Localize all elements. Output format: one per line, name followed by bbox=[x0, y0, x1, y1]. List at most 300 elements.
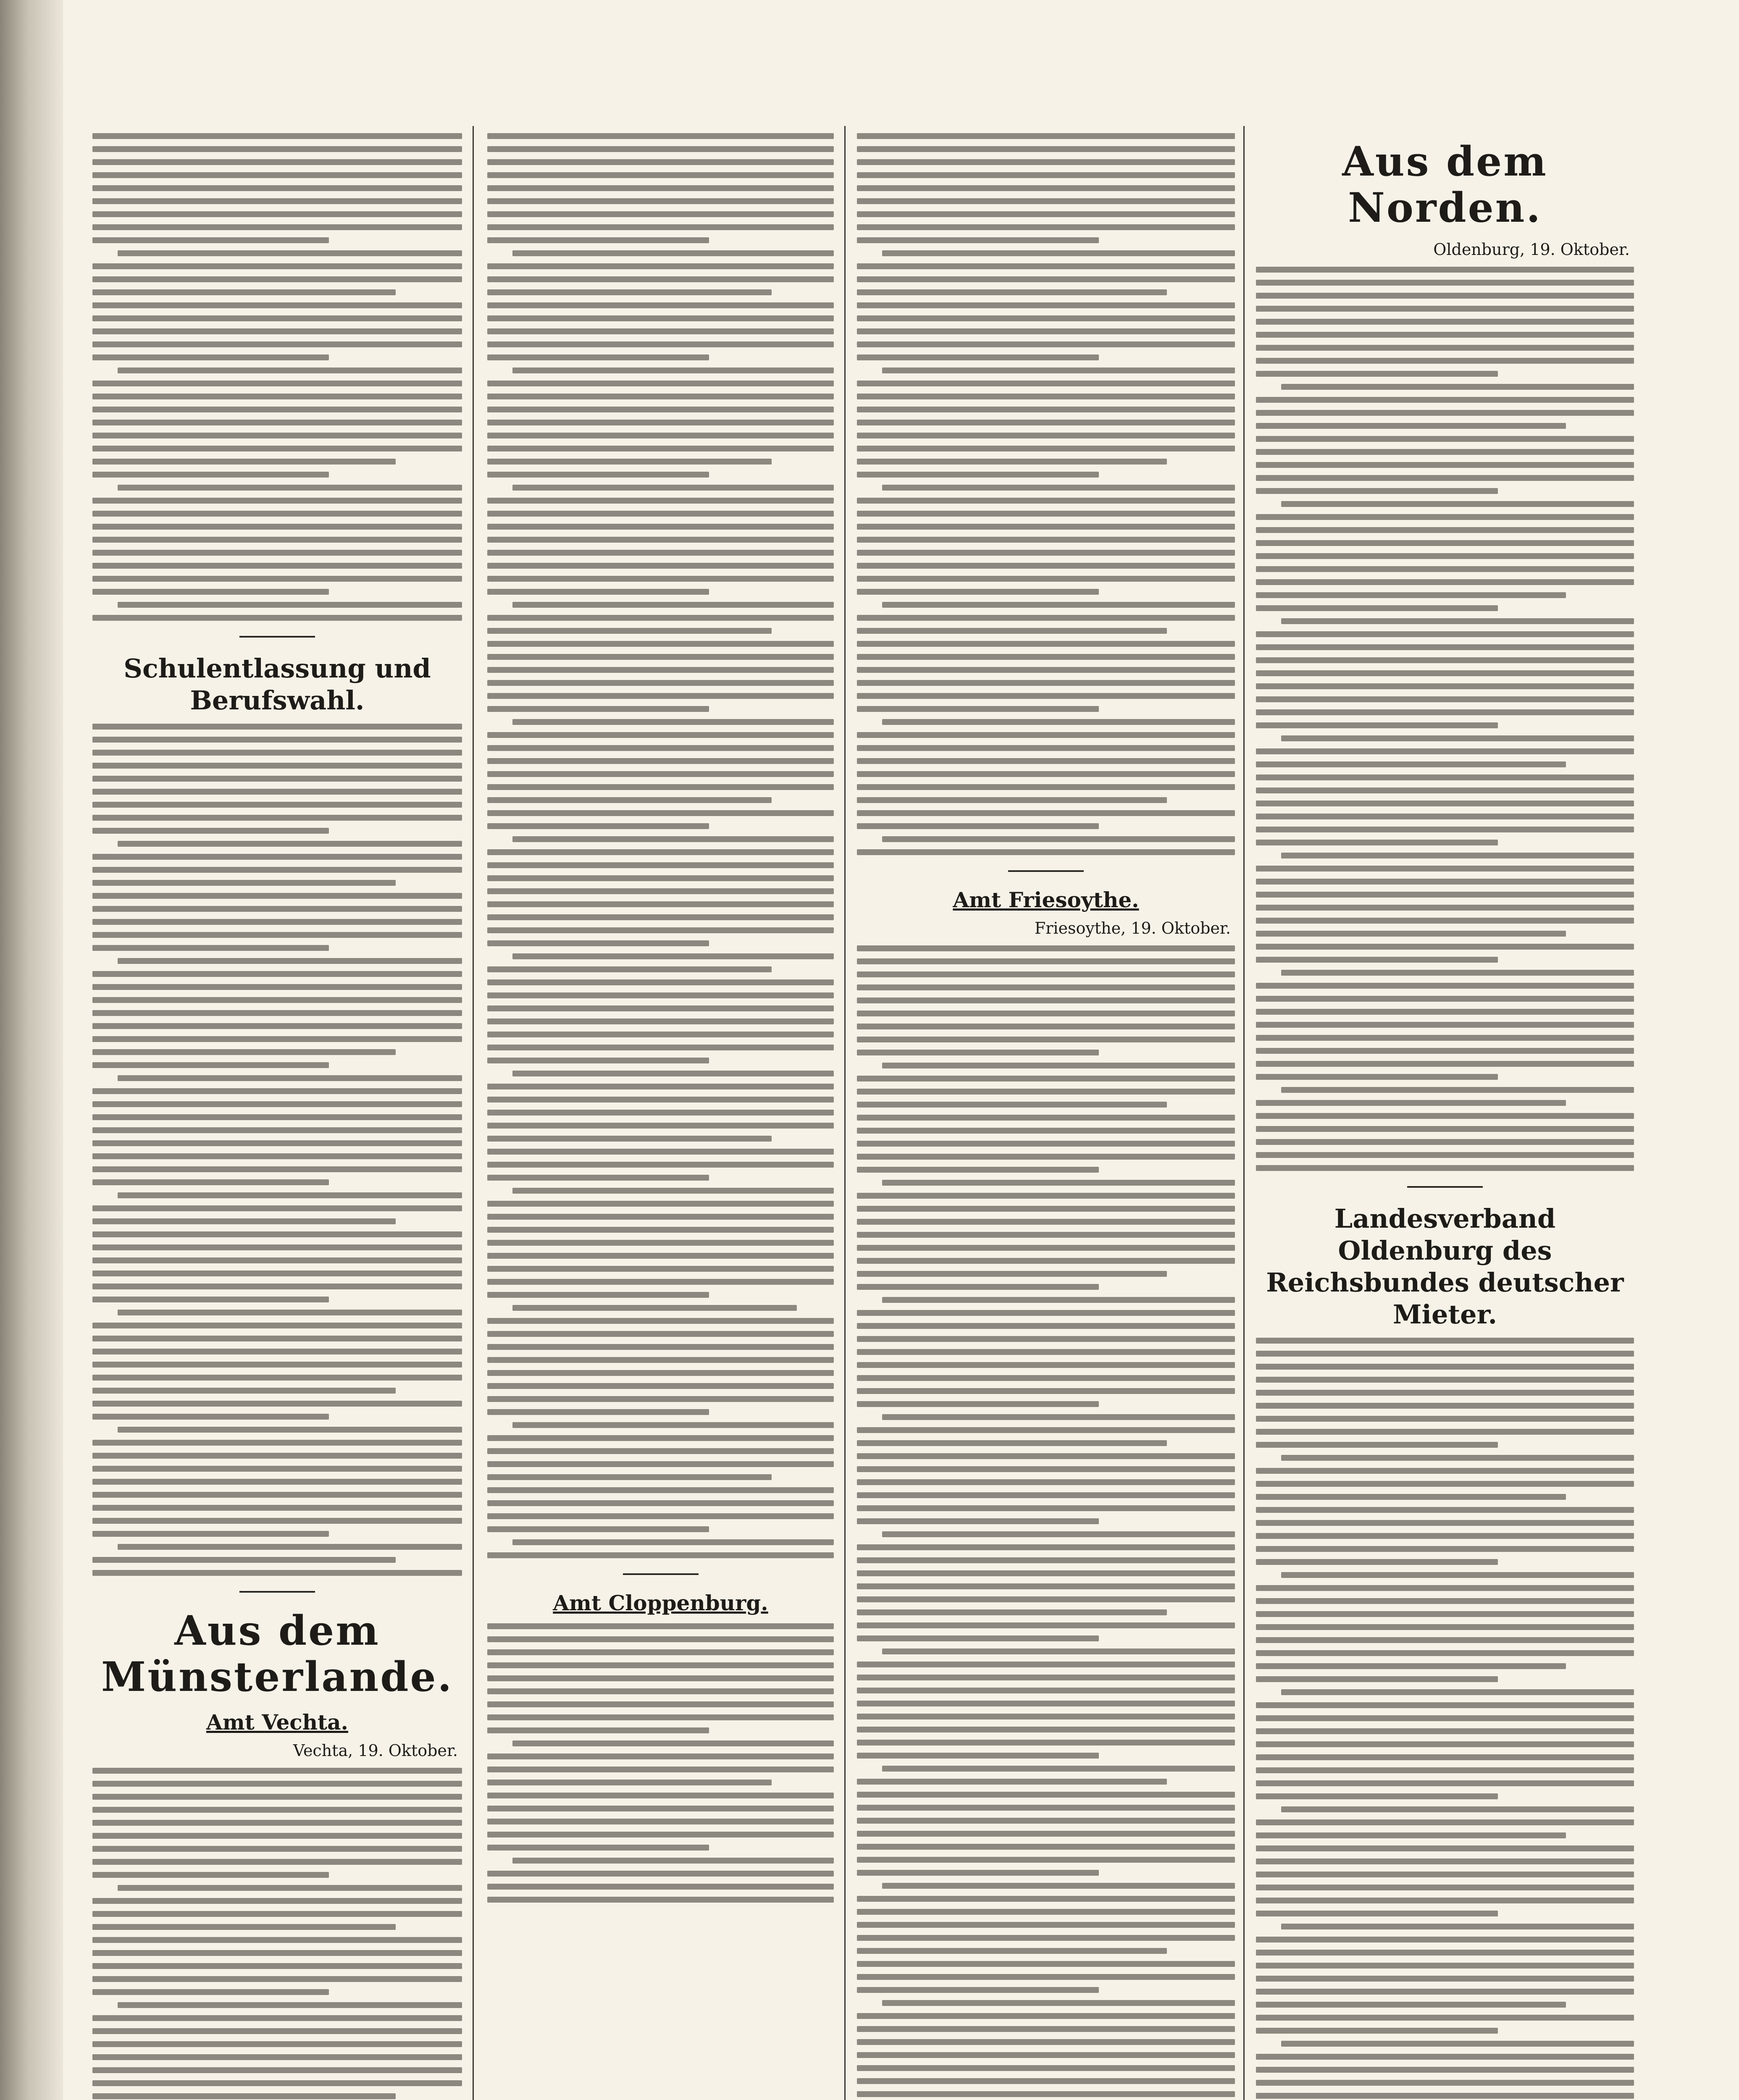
text-line bbox=[1256, 957, 1498, 963]
text-line bbox=[92, 1768, 462, 1774]
text-line bbox=[487, 302, 834, 308]
text-line bbox=[1256, 996, 1634, 1002]
text-line bbox=[512, 602, 834, 608]
text-line bbox=[882, 1766, 1235, 1772]
text-line bbox=[487, 224, 834, 230]
text-line bbox=[487, 146, 834, 152]
text-line bbox=[857, 185, 1235, 191]
text-line bbox=[118, 1427, 462, 1433]
text-line bbox=[882, 1883, 1235, 1889]
headline-schulentlassung: Schulentlassung und Berufswahl. bbox=[123, 653, 431, 716]
text-line bbox=[857, 628, 1167, 634]
text-line bbox=[857, 1219, 1235, 1225]
text-line bbox=[857, 1349, 1235, 1355]
text-line bbox=[1256, 1546, 1634, 1552]
text-line bbox=[1256, 553, 1634, 559]
text-line bbox=[1256, 801, 1634, 806]
text-line bbox=[857, 641, 1235, 647]
text-line bbox=[857, 1232, 1235, 1238]
text-line bbox=[857, 328, 1235, 334]
text-line bbox=[92, 511, 462, 517]
text-line bbox=[1256, 840, 1498, 845]
column-rule-1 bbox=[473, 126, 474, 2100]
text-line bbox=[857, 263, 1235, 269]
text-line bbox=[857, 1870, 1099, 1876]
text-line bbox=[487, 758, 834, 764]
text-line bbox=[487, 354, 709, 360]
text-line bbox=[1256, 514, 1634, 520]
text-line bbox=[857, 459, 1167, 465]
text-line bbox=[1256, 1585, 1634, 1591]
text-line bbox=[857, 1427, 1235, 1433]
text-line bbox=[487, 1526, 709, 1532]
text-line bbox=[92, 237, 329, 243]
text-line bbox=[857, 1609, 1167, 1615]
text-line bbox=[857, 1857, 1235, 1863]
text-line bbox=[92, 589, 329, 595]
text-line bbox=[1256, 2080, 1634, 2086]
text-line bbox=[487, 1253, 834, 1259]
dateline-oldenburg: Oldenburg, 19. Oktober. bbox=[1433, 240, 1630, 259]
text-line bbox=[857, 381, 1235, 386]
text-line bbox=[512, 1071, 834, 1076]
text-line bbox=[487, 133, 834, 139]
text-line bbox=[512, 1740, 834, 1746]
text-line bbox=[1256, 1351, 1634, 1357]
text-block-friesoythe bbox=[857, 945, 1235, 2100]
text-line bbox=[1256, 1377, 1634, 1383]
text-line bbox=[1256, 892, 1634, 898]
text-line bbox=[92, 1114, 462, 1120]
text-line bbox=[1256, 1989, 1634, 1995]
text-line bbox=[857, 237, 1099, 243]
text-line bbox=[487, 172, 834, 178]
text-line bbox=[487, 1214, 834, 1220]
text-line bbox=[92, 1218, 396, 1224]
text-line bbox=[92, 750, 462, 756]
text-line bbox=[487, 420, 834, 425]
text-line bbox=[857, 1167, 1099, 1173]
text-line bbox=[857, 1362, 1235, 1368]
text-line bbox=[1256, 1650, 1634, 1656]
text-line bbox=[92, 1414, 329, 1420]
text-line bbox=[1256, 879, 1634, 885]
text-line bbox=[512, 1539, 834, 1545]
text-line bbox=[92, 763, 462, 769]
text-line bbox=[487, 328, 834, 334]
text-line bbox=[857, 745, 1235, 751]
text-line bbox=[1256, 1937, 1634, 1942]
dateline-vechta: Vechta, 19. Oktober. bbox=[293, 1741, 458, 1760]
text-line bbox=[92, 1570, 462, 1576]
text-line bbox=[1256, 475, 1634, 481]
text-line bbox=[92, 159, 462, 165]
text-line bbox=[1256, 1728, 1634, 1734]
text-line bbox=[1256, 527, 1634, 533]
text-line bbox=[1281, 1455, 1634, 1461]
text-line bbox=[1256, 1898, 1634, 1903]
text-line bbox=[92, 1205, 462, 1211]
text-line bbox=[1281, 1572, 1634, 1578]
text-line bbox=[1256, 918, 1634, 924]
text-line bbox=[857, 706, 1099, 712]
text-line bbox=[92, 146, 462, 152]
text-line bbox=[1256, 1754, 1634, 1760]
text-line bbox=[92, 1898, 462, 1904]
text-line bbox=[857, 511, 1235, 517]
text-line bbox=[882, 368, 1235, 373]
text-line bbox=[1256, 761, 1566, 767]
text-line bbox=[487, 1806, 834, 1811]
text-line bbox=[1256, 814, 1634, 819]
text-line bbox=[487, 472, 709, 478]
text-line bbox=[1256, 1767, 1634, 1773]
text-line bbox=[857, 1831, 1235, 1837]
text-line bbox=[92, 302, 462, 308]
text-line bbox=[92, 1950, 462, 1956]
text-line bbox=[1256, 449, 1634, 455]
text-line bbox=[857, 2026, 1235, 2032]
text-line bbox=[487, 1149, 834, 1155]
text-line bbox=[882, 836, 1235, 842]
text-line bbox=[1256, 1100, 1566, 1106]
text-line bbox=[487, 680, 834, 686]
text-line bbox=[487, 1110, 834, 1116]
text-line bbox=[857, 1583, 1235, 1589]
text-line bbox=[857, 1141, 1235, 1147]
text-line bbox=[1256, 293, 1634, 299]
text-line bbox=[512, 1188, 834, 1194]
text-line bbox=[857, 1844, 1235, 1850]
text-line bbox=[857, 1336, 1235, 1342]
text-line bbox=[487, 1032, 834, 1037]
text-line bbox=[487, 276, 834, 282]
text-line bbox=[857, 276, 1235, 282]
text-line bbox=[487, 1819, 834, 1824]
text-line bbox=[857, 1779, 1167, 1785]
text-line bbox=[1256, 2054, 1634, 2060]
text-line bbox=[857, 732, 1235, 738]
text-line bbox=[92, 880, 396, 886]
text-line bbox=[92, 537, 462, 543]
text-line bbox=[92, 2080, 462, 2086]
text-line bbox=[487, 1201, 834, 1207]
text-line bbox=[512, 719, 834, 725]
text-line bbox=[92, 2028, 462, 2034]
text-line bbox=[92, 867, 462, 873]
text-line bbox=[92, 1388, 396, 1394]
text-line bbox=[1256, 1113, 1634, 1119]
text-line bbox=[857, 1388, 1235, 1394]
text-line bbox=[92, 1518, 462, 1524]
text-line bbox=[487, 289, 772, 295]
text-line bbox=[92, 737, 462, 743]
text-block-schulentlassung bbox=[92, 724, 462, 1576]
text-line bbox=[92, 1466, 462, 1472]
text-line bbox=[857, 1635, 1099, 1641]
text-line bbox=[487, 1448, 834, 1454]
text-line bbox=[487, 576, 834, 582]
text-line bbox=[1256, 670, 1634, 676]
text-line bbox=[1256, 657, 1634, 663]
text-line bbox=[857, 1753, 1099, 1759]
text-line bbox=[1256, 696, 1634, 702]
text-line bbox=[512, 485, 834, 491]
text-line bbox=[857, 172, 1235, 178]
text-line bbox=[1256, 488, 1498, 494]
text-line bbox=[92, 1911, 462, 1917]
text-line bbox=[857, 1987, 1099, 1993]
text-line bbox=[92, 828, 329, 834]
text-line bbox=[512, 1305, 797, 1311]
text-line bbox=[92, 971, 462, 977]
text-line bbox=[1256, 644, 1634, 650]
text-line bbox=[857, 1740, 1235, 1746]
text-line bbox=[857, 1479, 1235, 1485]
text-line bbox=[1256, 1780, 1634, 1786]
text-line bbox=[487, 1754, 834, 1759]
text-line bbox=[92, 1010, 462, 1016]
text-line bbox=[857, 315, 1235, 321]
text-line bbox=[487, 875, 834, 881]
text-line bbox=[92, 776, 462, 782]
text-line bbox=[487, 914, 834, 920]
text-line bbox=[118, 1192, 462, 1198]
text-line bbox=[92, 1257, 462, 1263]
text-line bbox=[92, 2015, 462, 2021]
text-line bbox=[512, 250, 834, 256]
text-line bbox=[1256, 1976, 1634, 1982]
text-line bbox=[487, 1396, 834, 1402]
text-line bbox=[487, 1884, 834, 1890]
text-line bbox=[487, 1727, 709, 1733]
text-line bbox=[857, 433, 1235, 438]
text-block-vechta bbox=[92, 1768, 462, 2100]
text-line bbox=[857, 758, 1235, 764]
text-line bbox=[857, 1909, 1235, 1915]
text-line bbox=[92, 172, 462, 178]
text-line bbox=[857, 771, 1235, 777]
text-line bbox=[487, 1058, 709, 1063]
text-line bbox=[92, 354, 329, 360]
text-line bbox=[487, 797, 772, 803]
text-line bbox=[487, 1045, 834, 1050]
text-line bbox=[92, 615, 462, 621]
text-line bbox=[487, 1461, 834, 1467]
text-line bbox=[118, 1885, 462, 1891]
text-line bbox=[882, 485, 1235, 491]
text-line bbox=[92, 854, 462, 860]
dateline-friesoythe: Friesoythe, 19. Oktober. bbox=[1034, 919, 1231, 937]
text-line bbox=[857, 1596, 1235, 1602]
text-line bbox=[92, 1833, 462, 1839]
text-line bbox=[1256, 1637, 1634, 1643]
text-line bbox=[857, 2078, 1235, 2084]
text-line bbox=[92, 1492, 462, 1498]
text-line bbox=[1256, 280, 1634, 286]
text-line bbox=[882, 1648, 1235, 1654]
text-line bbox=[487, 1636, 834, 1642]
text-line bbox=[857, 1557, 1235, 1563]
text-line bbox=[487, 1123, 834, 1129]
text-line bbox=[118, 602, 462, 608]
text-line bbox=[857, 302, 1235, 308]
text-line bbox=[92, 1101, 462, 1107]
text-line bbox=[857, 971, 1235, 977]
text-block-norden bbox=[1256, 267, 1634, 1171]
book-spine-shadow bbox=[0, 0, 63, 2100]
text-line bbox=[92, 1963, 462, 1969]
text-line bbox=[1256, 1442, 1498, 1448]
text-line bbox=[487, 1292, 709, 1298]
text-line bbox=[487, 1227, 834, 1233]
text-line bbox=[92, 1781, 462, 1787]
text-line bbox=[857, 1011, 1235, 1016]
text-line bbox=[92, 498, 462, 504]
text-line bbox=[487, 394, 834, 399]
text-line bbox=[1256, 267, 1634, 273]
text-line bbox=[92, 2093, 396, 2099]
text-line bbox=[857, 1935, 1235, 1941]
text-line bbox=[882, 1414, 1235, 1420]
text-line bbox=[857, 589, 1099, 595]
text-line bbox=[1256, 983, 1634, 989]
text-line bbox=[857, 1310, 1235, 1316]
text-line bbox=[1256, 748, 1634, 754]
text-line bbox=[487, 1675, 834, 1681]
text-line bbox=[1256, 1481, 1634, 1487]
text-line bbox=[487, 628, 772, 634]
text-line bbox=[487, 1688, 834, 1694]
text-line bbox=[1256, 1858, 1634, 1864]
text-line bbox=[1256, 1624, 1634, 1630]
text-line bbox=[857, 1818, 1235, 1824]
text-line bbox=[92, 185, 462, 191]
text-line bbox=[1256, 2028, 1498, 2034]
column-4 bbox=[1256, 126, 1634, 2100]
text-line bbox=[487, 1701, 834, 1707]
text-line bbox=[857, 1948, 1167, 1954]
text-line bbox=[1256, 579, 1634, 585]
text-line bbox=[857, 1102, 1167, 1108]
text-line bbox=[857, 563, 1235, 569]
text-line bbox=[857, 984, 1235, 990]
text-line bbox=[92, 1231, 462, 1237]
text-line bbox=[92, 906, 462, 912]
text-line bbox=[857, 2065, 1235, 2071]
text-line bbox=[487, 966, 772, 972]
text-line bbox=[487, 1793, 834, 1798]
text-block-loeningen bbox=[857, 133, 1235, 855]
text-line bbox=[1256, 1741, 1634, 1747]
text-line bbox=[487, 537, 834, 543]
text-line bbox=[1256, 540, 1634, 546]
text-line bbox=[92, 1127, 462, 1133]
text-line bbox=[512, 836, 834, 842]
text-line bbox=[857, 1518, 1099, 1524]
separator bbox=[1407, 1186, 1483, 1188]
text-line bbox=[882, 2000, 1235, 2006]
text-line bbox=[92, 407, 462, 412]
text-line bbox=[487, 888, 834, 894]
text-line bbox=[92, 446, 462, 452]
text-line bbox=[857, 693, 1235, 699]
column-1 bbox=[92, 126, 462, 2100]
text-line bbox=[1256, 1403, 1634, 1409]
text-line bbox=[92, 341, 462, 347]
text-line bbox=[1256, 605, 1498, 611]
text-line bbox=[487, 407, 834, 412]
text-line bbox=[857, 1076, 1235, 1082]
text-line bbox=[487, 1344, 834, 1350]
text-line bbox=[487, 524, 834, 530]
text-line bbox=[487, 1649, 834, 1655]
text-line bbox=[1256, 1022, 1634, 1028]
text-line bbox=[857, 524, 1235, 530]
text-line bbox=[1256, 709, 1634, 715]
text-line bbox=[92, 1440, 462, 1446]
text-line bbox=[487, 615, 834, 621]
text-line bbox=[857, 1024, 1235, 1029]
text-line bbox=[857, 576, 1235, 582]
text-line bbox=[92, 919, 462, 925]
text-line bbox=[92, 1557, 396, 1563]
text-line bbox=[92, 198, 462, 204]
text-line bbox=[882, 1063, 1235, 1068]
text-line bbox=[1256, 1611, 1634, 1617]
column-rule-2 bbox=[844, 126, 846, 2100]
text-line bbox=[92, 1846, 462, 1852]
text-line bbox=[1256, 345, 1634, 351]
text-line bbox=[1281, 618, 1634, 624]
text-line bbox=[1256, 1663, 1566, 1669]
text-line bbox=[1256, 1126, 1634, 1132]
separator bbox=[1008, 870, 1084, 872]
text-line bbox=[487, 862, 834, 868]
text-line bbox=[487, 1623, 834, 1629]
text-line bbox=[1256, 1533, 1634, 1539]
text-line bbox=[1256, 2002, 1566, 2008]
text-line bbox=[857, 667, 1235, 673]
text-line bbox=[857, 1271, 1167, 1277]
text-line bbox=[92, 1284, 462, 1289]
column-rule-3 bbox=[1243, 126, 1245, 2100]
text-line bbox=[857, 289, 1167, 295]
text-line bbox=[1256, 1429, 1634, 1435]
text-line bbox=[487, 341, 834, 347]
text-line bbox=[1256, 1364, 1634, 1370]
text-line bbox=[1256, 905, 1634, 911]
text-line bbox=[1256, 423, 1566, 429]
text-line bbox=[1256, 722, 1498, 728]
text-line bbox=[857, 1050, 1099, 1055]
text-block-loeningen-kirmes bbox=[487, 1623, 834, 1903]
text-line bbox=[857, 810, 1235, 816]
text-line bbox=[92, 1336, 462, 1341]
text-line bbox=[92, 1062, 329, 1068]
text-line bbox=[1256, 1911, 1498, 1916]
text-line bbox=[857, 2013, 1235, 2019]
text-line bbox=[92, 224, 462, 230]
headline-mieter: Landesverband Oldenburg des Reichsbundes deutscher Mieter. bbox=[1266, 1203, 1624, 1330]
text-line bbox=[512, 1858, 834, 1864]
separator bbox=[239, 636, 315, 638]
text-line bbox=[857, 784, 1235, 790]
text-line bbox=[857, 1805, 1235, 1811]
text-line bbox=[1256, 2093, 1634, 2099]
text-line bbox=[92, 1049, 396, 1055]
text-line bbox=[92, 1859, 462, 1865]
